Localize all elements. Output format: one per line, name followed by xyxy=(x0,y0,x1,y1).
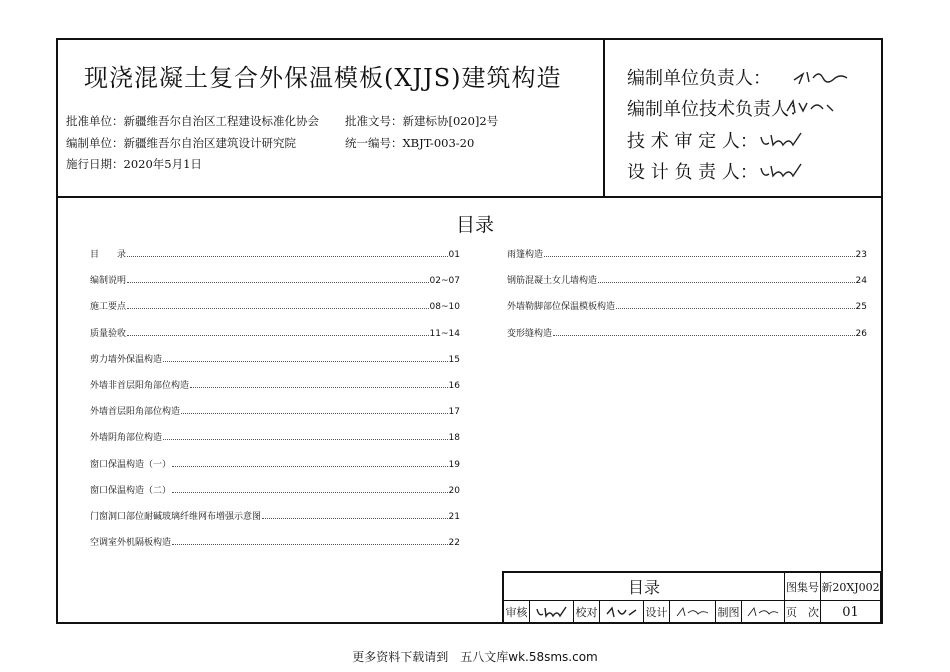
signature-unit-head xyxy=(791,66,851,88)
toc-entry xyxy=(90,272,460,286)
toc-entry xyxy=(90,246,460,260)
toc-entry-page: 21 xyxy=(448,512,460,522)
unified-number: 统一编号：XBJT-003-20 xyxy=(345,136,475,150)
toc-leader-dots xyxy=(262,518,448,519)
check-signature xyxy=(600,601,644,624)
approval-doc: 批准文号：新建标协[020]2号 xyxy=(345,114,499,128)
responsible-persons xyxy=(605,40,881,196)
toc-entry-label: 钢筋混凝土女儿墙构造 xyxy=(507,276,598,287)
toc-entry xyxy=(507,246,867,260)
toc-entry-page: 15 xyxy=(448,354,460,365)
toc-entry xyxy=(90,325,460,339)
footer-download-note: 更多资料下载请到 五八文库wk.58sms.com xyxy=(352,650,598,664)
title-block xyxy=(502,571,881,624)
design-signature xyxy=(670,601,716,624)
toc-entry-page: 01 xyxy=(448,250,460,260)
toc-entry xyxy=(507,298,867,312)
toc-entry xyxy=(90,351,460,365)
toc-entry-page: 23 xyxy=(855,250,867,260)
toc-leader-dots xyxy=(172,544,448,545)
toc-entry-page: 22 xyxy=(448,538,460,549)
toc-entry-page: 02~07 xyxy=(429,276,460,287)
toc-entry-label: 剪力墙外保温构造 xyxy=(90,354,163,365)
toc-leader-dots xyxy=(127,282,429,283)
toc-entry-page: 25 xyxy=(855,302,867,313)
toc-entry xyxy=(507,272,867,286)
toc-leader-dots xyxy=(163,361,448,362)
role-tech-reviewer: 技 术 审 定 人： xyxy=(627,131,758,152)
toc-entry-page: 11~14 xyxy=(429,328,460,339)
toc-leader-dots xyxy=(127,335,429,336)
toc-leader-dots xyxy=(553,335,855,336)
page-label: 页 次 xyxy=(785,601,821,624)
toc-entry-label: 编制说明 xyxy=(90,276,127,287)
toc-leader-dots xyxy=(544,256,855,257)
toc-title: 目录 xyxy=(456,214,495,236)
toc-entry xyxy=(507,325,867,339)
toc-entry xyxy=(90,456,460,470)
toc-entry-page: 24 xyxy=(855,276,867,287)
toc-entry-label: 窗口保温构造（一） xyxy=(90,459,172,470)
effective-date: 施行日期：2020年5月1日 xyxy=(66,157,202,171)
toc-leader-dots xyxy=(598,282,855,283)
review-label: 审核 xyxy=(504,601,530,624)
toc-entry xyxy=(90,534,460,548)
review-signature xyxy=(530,601,574,624)
draw-signature xyxy=(742,601,785,624)
toc-entry xyxy=(90,298,460,312)
toc-leader-dots xyxy=(616,308,855,309)
toc-entry-page: 20 xyxy=(448,485,460,496)
drawing-frame xyxy=(56,38,883,624)
toc-entry-page: 26 xyxy=(855,328,867,339)
role-tech-head: 编制单位技术负责人： xyxy=(627,99,807,120)
header-block xyxy=(58,40,881,198)
toc-entry-label: 雨篷构造 xyxy=(507,250,544,260)
role-design-head: 设 计 负 责 人： xyxy=(627,162,758,183)
design-label: 设计 xyxy=(644,601,670,624)
toc-entry-label: 窗口保温构造（二） xyxy=(90,485,172,496)
toc-entry xyxy=(90,377,460,391)
page-number: 01 xyxy=(821,601,881,624)
toc-leader-dots xyxy=(181,413,448,414)
toc-entry-label: 外墙阴角部位构造 xyxy=(90,433,163,444)
toc-entry-label: 外墙首层阳角部位构造 xyxy=(90,407,181,418)
title-block-name: 目录 xyxy=(504,573,785,601)
toc-entry-label: 目 录 xyxy=(90,250,127,260)
toc-entry xyxy=(90,482,460,496)
toc-leader-dots xyxy=(127,256,448,257)
toc-entry-page: 08~10 xyxy=(429,302,460,313)
draw-label: 制图 xyxy=(716,601,742,624)
toc-entry-label: 质量验收 xyxy=(90,328,127,339)
toc-entry-label: 外墙勒脚部位保温模板构造 xyxy=(507,302,616,313)
signature-design-head xyxy=(757,160,807,182)
toc-entry-page: 18 xyxy=(448,433,460,444)
compile-unit: 编制单位：新疆维吾尔自治区建筑设计研究院 xyxy=(66,136,296,150)
toc-leader-dots xyxy=(172,466,448,467)
toc-entry-label: 空调室外机隔板构造 xyxy=(90,538,172,549)
toc-entry-label: 门窗洞口部位耐碱玻璃纤维网布增强示意图 xyxy=(90,512,262,522)
toc-entry-label: 施工要点 xyxy=(90,302,127,313)
header-info xyxy=(58,40,605,196)
atlas-number: 新20XJ002 xyxy=(821,573,881,601)
toc-entry-page: 16 xyxy=(448,381,460,391)
toc-leader-dots xyxy=(172,492,448,493)
atlas-label: 图集号 xyxy=(785,573,821,601)
toc-entry-page: 17 xyxy=(448,407,460,418)
toc-entry-label: 外墙非首层阳角部位构造 xyxy=(90,381,190,391)
toc-leader-dots xyxy=(163,439,448,440)
signature-tech-reviewer xyxy=(757,129,807,151)
check-label: 校对 xyxy=(574,601,600,624)
toc-entry xyxy=(90,429,460,443)
toc-entry xyxy=(90,508,460,522)
toc-entry-label: 变形缝构造 xyxy=(507,328,553,339)
approval-unit: 批准单位：新疆维吾尔自治区工程建设标准化协会 xyxy=(66,114,319,128)
signature-tech-head xyxy=(783,95,843,117)
toc-leader-dots xyxy=(190,387,448,388)
toc-leader-dots xyxy=(127,308,429,309)
atlas-title: 现浇混凝土复合外保温模板(XJJS)建筑构造 xyxy=(84,64,562,92)
toc-entry xyxy=(90,403,460,417)
role-unit-head: 编制单位负责人： xyxy=(627,68,771,89)
toc-entry-page: 19 xyxy=(448,459,460,470)
